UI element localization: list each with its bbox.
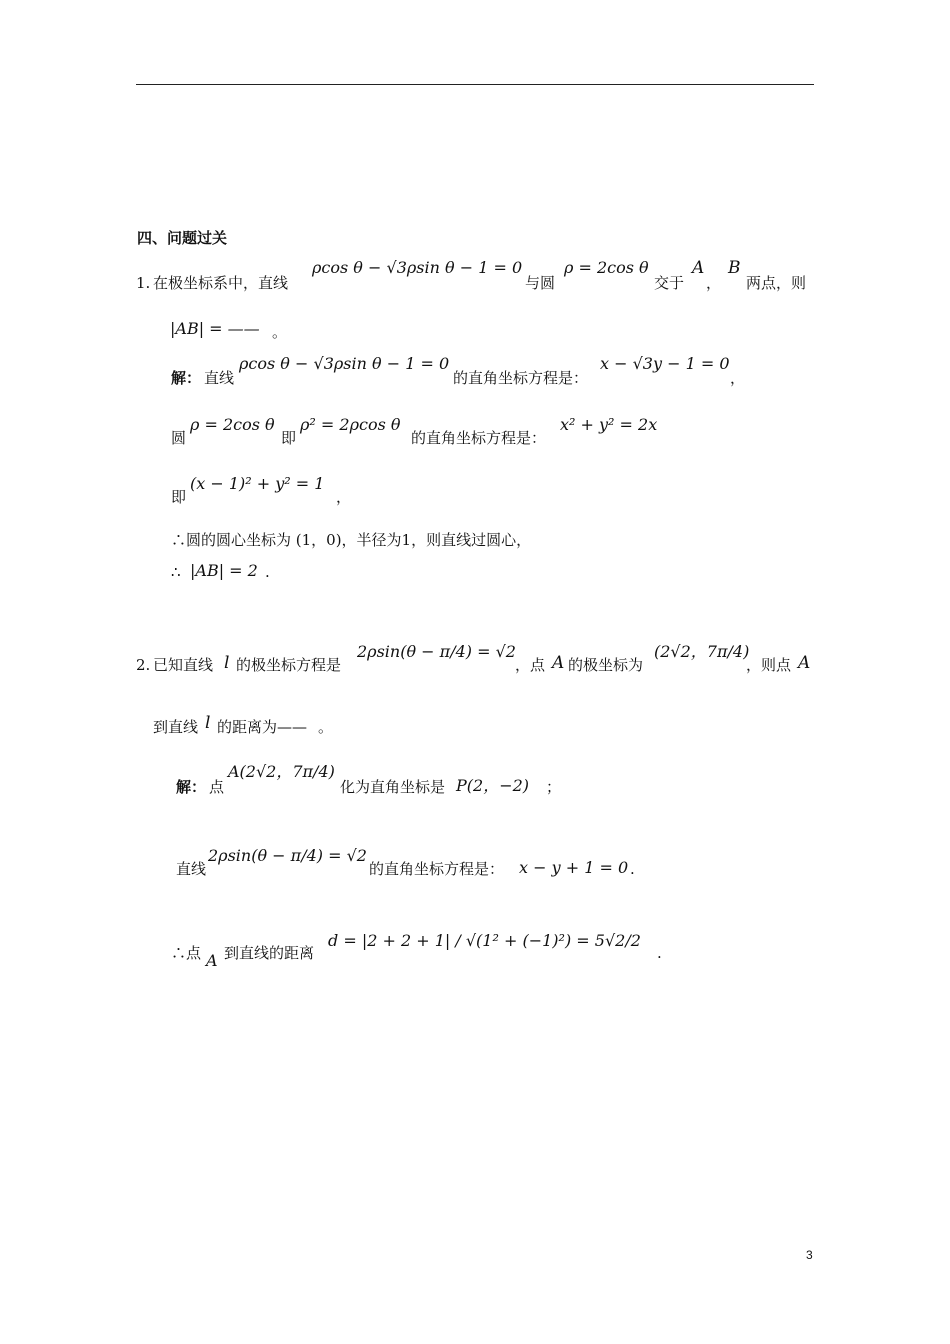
problem-2-a2: A (798, 653, 811, 673)
problem-2-text-6: 到直线 (153, 718, 199, 736)
problem-1-s2a: 圆 (171, 429, 187, 447)
problem-2-s2b: 的直角坐标方程是： (369, 860, 505, 878)
problem-2-eq: 2ρsin(θ − π/4) = √2 (357, 642, 516, 661)
problem-2-text-3: ，点 (515, 656, 546, 674)
problem-1-s3-end: ， (336, 488, 352, 506)
problem-1-s5-end: . (265, 563, 270, 581)
problem-2-s1-pt: A(2√2，7π/4) (228, 762, 335, 781)
problem-2-l: l (224, 653, 230, 673)
problem-1-s5-eq: |AB| = 2 (190, 561, 258, 580)
problem-1-number: 1. (136, 274, 151, 292)
header-rule (136, 84, 814, 85)
problem-1-text-3: 交于 (654, 274, 685, 292)
problem-1-ask-end: 。 (272, 323, 288, 341)
problem-2-number: 2. (136, 656, 151, 674)
problem-1-text-2: 与圆 (525, 274, 556, 292)
problem-1-text-4: 两点，则 (746, 274, 807, 292)
problem-1-ask: |AB| = —— (170, 319, 260, 338)
problem-2-coord: (2√2，7π/4) (654, 642, 750, 661)
problem-1-line-eq: ρcos θ − √3ρsin θ − 1 = 0 (312, 258, 523, 277)
problem-2-text-2: 的极坐标方程是 (236, 656, 342, 674)
section-heading: 四、问题过关 (137, 229, 228, 247)
problem-2-s3a: ∴点 (171, 944, 202, 962)
problem-1-s2b: 即 (281, 429, 297, 447)
problem-1-point-b: B (728, 258, 741, 278)
problem-1-s2c: 的直角坐标方程是： (411, 429, 547, 447)
problem-1-s5a: ∴ (171, 563, 181, 581)
problem-2-s2-eq: 2ρsin(θ − π/4) = √2 (208, 846, 367, 865)
problem-2-text-7-end: 。 (318, 718, 334, 736)
problem-2-s1a: 点 (209, 778, 225, 796)
problem-1-s1b: 的直角坐标方程是： (453, 369, 589, 387)
page-number: 3 (806, 1248, 813, 1262)
problem-2-s2-cart: x − y + 1 = 0 (519, 858, 629, 877)
problem-2-s3-end: . (657, 944, 662, 962)
problem-2-text-1: 已知直线 (153, 656, 214, 674)
problem-2-text-4: 的极坐标为 (568, 656, 644, 674)
problem-2-s1b: 化为直角坐标是 (340, 778, 446, 796)
problem-1-text-1: 在极坐标系中，直线 (153, 274, 289, 292)
problem-2-text-7: 的距离为—— (217, 718, 308, 736)
problem-2-text-5: ，则点 (746, 656, 792, 674)
problem-2-s1-end: ； (546, 778, 562, 796)
problem-1-solution-label: 解： (171, 369, 202, 387)
problem-2-s3b: 到直线的距离 (224, 944, 315, 962)
problem-1-s1-end: ， (730, 369, 746, 387)
problem-2-a: A (552, 653, 565, 673)
problem-1-s1-eq: ρcos θ − √3ρsin θ − 1 = 0 (239, 354, 450, 373)
problem-1-s3-eq: (x − 1)² + y² = 1 (190, 474, 325, 493)
problem-1-s2-eq1: ρ = 2cos θ (190, 415, 275, 434)
problem-1-circle-eq: ρ = 2cos θ (564, 258, 649, 277)
problem-2-s3-eq: d = |2 + 2 + 1| / √(1² + (−1)²) = 5√2/2 (328, 931, 641, 950)
problem-1-comma: ， (706, 274, 722, 292)
problem-1-s2-eq2: ρ² = 2ρcos θ (300, 415, 401, 434)
problem-1-s3a: 即 (171, 488, 187, 506)
problem-2-solution-label: 解： (176, 778, 207, 796)
problem-2-l2: l (205, 713, 211, 733)
problem-1-s1a: 直线 (204, 369, 235, 387)
problem-1-s4: ∴圆的圆心坐标为 (1，0)，半径为1，则直线过圆心， (171, 531, 532, 549)
problem-1-point-a: A (692, 258, 705, 278)
problem-2-s3-a: A (206, 951, 218, 970)
problem-1-s2-cart: x² + y² = 2x (560, 415, 658, 434)
problem-2-s2-end: . (630, 860, 635, 878)
problem-1-s1-cart: x − √3y − 1 = 0 (600, 354, 730, 373)
problem-2-s2a: 直线 (176, 860, 207, 878)
problem-2-s1-p: P(2，−2) (456, 776, 530, 795)
